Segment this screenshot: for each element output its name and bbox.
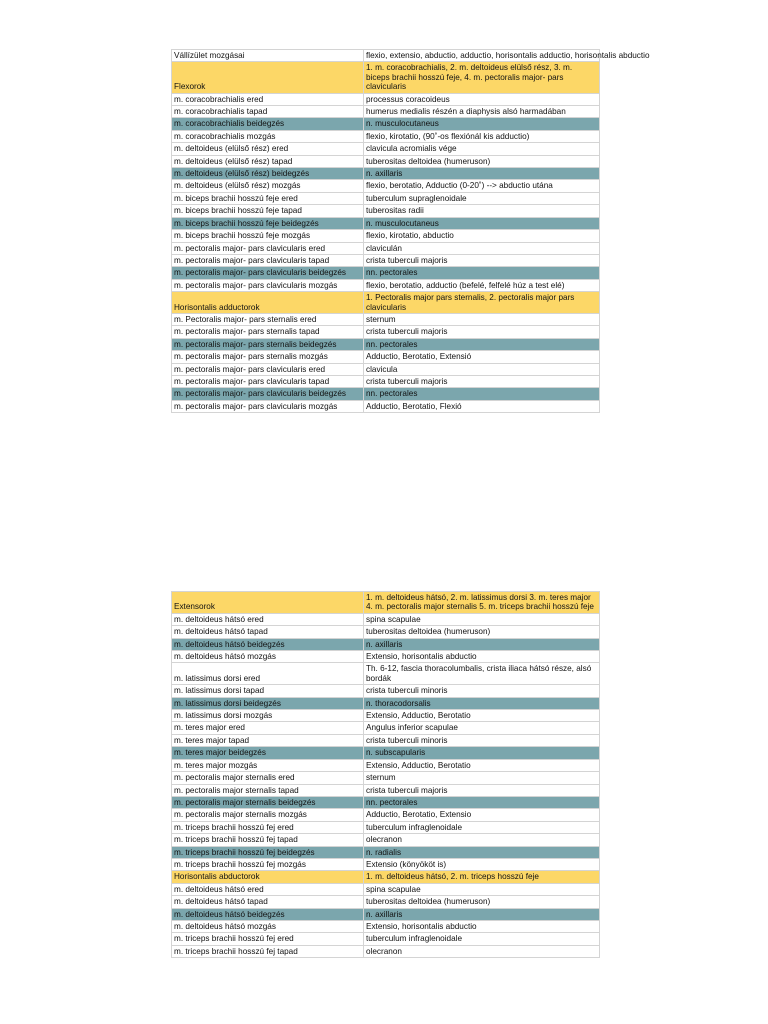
innervation-row bbox=[172, 388, 600, 400]
detail-cell[interactable]: n. thoracodorsalis bbox=[364, 697, 600, 709]
innervation-row bbox=[172, 697, 600, 709]
muscle-cell[interactable]: m. pectoralis major- pars clavicularis tapad bbox=[172, 375, 364, 387]
detail-cell[interactable]: olecranon bbox=[364, 834, 600, 846]
muscle-cell[interactable]: m. latissimus dorsi tapad bbox=[172, 685, 364, 697]
muscle-cell[interactable]: m. deltoideus hátsó mozgás bbox=[172, 651, 364, 663]
muscle-cell[interactable]: m. pectoralis major- pars clavicularis beidegzés bbox=[172, 388, 364, 400]
detail-cell[interactable]: crista tuberculi minoris bbox=[364, 734, 600, 746]
muscle-cell[interactable]: Extensorok bbox=[172, 592, 364, 614]
table-row bbox=[172, 685, 600, 697]
muscle-cell[interactable]: m. latissimus dorsi beidegzés bbox=[172, 697, 364, 709]
detail-cell[interactable]: crista tuberculi minoris bbox=[364, 685, 600, 697]
detail-cell[interactable]: Adductio, Berotatio, Extensió bbox=[364, 351, 600, 363]
muscle-cell[interactable]: m. pectoralis major sternalis beidegzés bbox=[172, 796, 364, 808]
detail-cell[interactable]: tuberositas radii bbox=[364, 205, 600, 217]
table-row bbox=[172, 279, 600, 291]
detail-cell[interactable]: clavicula bbox=[364, 363, 600, 375]
table-row bbox=[172, 50, 600, 62]
muscle-cell[interactable]: m. pectoralis major- pars sternalis tapad bbox=[172, 326, 364, 338]
innervation-row bbox=[172, 267, 600, 279]
muscle-cell[interactable]: m. coracobrachialis ered bbox=[172, 93, 364, 105]
table-row bbox=[172, 351, 600, 363]
detail-cell[interactable]: sternum bbox=[364, 772, 600, 784]
muscle-cell[interactable]: m. latissimus dorsi mozgás bbox=[172, 710, 364, 722]
table-row bbox=[172, 883, 600, 895]
muscle-cell[interactable]: m. coracobrachialis mozgás bbox=[172, 130, 364, 142]
muscle-cell[interactable]: m. teres major beidegzés bbox=[172, 747, 364, 759]
muscle-cell[interactable]: m. triceps brachii hosszú fej ered bbox=[172, 821, 364, 833]
table-row bbox=[172, 734, 600, 746]
group-header-row bbox=[172, 871, 600, 883]
muscle-cell[interactable]: m. pectoralis major- pars clavicularis beidegzés bbox=[172, 267, 364, 279]
muscle-cell[interactable]: m. triceps brachii hosszú fej beidegzés bbox=[172, 846, 364, 858]
innervation-row bbox=[172, 217, 600, 229]
detail-cell[interactable]: 1. m. deltoideus hátsó, 2. m. triceps hosszú feje bbox=[364, 871, 600, 883]
muscle-cell[interactable]: m. pectoralis major sternalis mozgás bbox=[172, 809, 364, 821]
detail-cell[interactable]: tuberculum infraglenoidale bbox=[364, 821, 600, 833]
innervation-row bbox=[172, 747, 600, 759]
group-header-row bbox=[172, 592, 600, 614]
detail-cell[interactable]: Th. 6-12, fascia thoracolumbalis, crista iliaca hátsó része, alsó bordák bbox=[364, 663, 600, 685]
table-row bbox=[172, 180, 600, 192]
detail-cell[interactable]: Extensio, horisontalis abductio bbox=[364, 651, 600, 663]
table-row bbox=[172, 143, 600, 155]
muscle-cell[interactable]: m. teres major mozgás bbox=[172, 759, 364, 771]
table-row bbox=[172, 933, 600, 945]
table-row bbox=[172, 230, 600, 242]
detail-cell[interactable]: nn. pectorales bbox=[364, 388, 600, 400]
shoulder-movements-table bbox=[171, 49, 650, 413]
table-row bbox=[172, 313, 600, 325]
muscle-cell[interactable]: m. biceps brachii hosszú feje mozgás bbox=[172, 230, 364, 242]
muscle-cell[interactable]: m. deltoideus hátsó mozgás bbox=[172, 920, 364, 932]
table-row bbox=[172, 363, 600, 375]
muscle-cell[interactable]: m. deltoideus hátsó beidegzés bbox=[172, 638, 364, 650]
detail-cell[interactable]: tuberositas deltoidea (humeruson) bbox=[364, 896, 600, 908]
detail-cell[interactable]: n. musculocutaneus bbox=[364, 217, 600, 229]
muscle-cell[interactable]: m. deltoideus hátsó ered bbox=[172, 883, 364, 895]
muscle-cell[interactable]: m. triceps brachii hosszú fej tapad bbox=[172, 945, 364, 957]
table-row bbox=[172, 106, 600, 118]
detail-cell[interactable]: Extensio (könyököt is) bbox=[364, 858, 600, 870]
group-header-row bbox=[172, 292, 600, 314]
muscle-cell[interactable]: m. deltoideus (elülső rész) mozgás bbox=[172, 180, 364, 192]
detail-cell[interactable]: Adductio, Berotatio, Extensio bbox=[364, 809, 600, 821]
muscle-cell[interactable]: m. deltoideus hátsó ered bbox=[172, 613, 364, 625]
detail-cell[interactable]: claviculán bbox=[364, 242, 600, 254]
table-row bbox=[172, 858, 600, 870]
table-row bbox=[172, 205, 600, 217]
table-row bbox=[172, 155, 600, 167]
innervation-row bbox=[172, 846, 600, 858]
innervation-row bbox=[172, 908, 600, 920]
detail-cell[interactable]: flexio, kirotatio, abductio bbox=[364, 230, 600, 242]
table-row bbox=[172, 375, 600, 387]
muscle-cell[interactable]: m. pectoralis major sternalis tapad bbox=[172, 784, 364, 796]
muscle-cell[interactable]: m. triceps brachii hosszú fej tapad bbox=[172, 834, 364, 846]
muscle-cell[interactable]: m. pectoralis major- pars clavicularis ered bbox=[172, 363, 364, 375]
detail-cell[interactable]: Extensio, Adductio, Berotatio bbox=[364, 710, 600, 722]
table-row bbox=[172, 663, 600, 685]
detail-cell[interactable]: tuberculum supraglenoidale bbox=[364, 192, 600, 204]
detail-cell[interactable]: nn. pectorales bbox=[364, 796, 600, 808]
table-row bbox=[172, 920, 600, 932]
muscle-cell[interactable]: m. pectoralis major- pars clavicularis mozgás bbox=[172, 400, 364, 412]
detail-cell[interactable]: 1. Pectoralis major pars sternalis, 2. pectoralis major pars clavicularis bbox=[364, 292, 600, 314]
table-row bbox=[172, 130, 600, 142]
detail-cell[interactable]: olecranon bbox=[364, 945, 600, 957]
table-row bbox=[172, 896, 600, 908]
table-row bbox=[172, 326, 600, 338]
muscle-cell[interactable]: m. deltoideus (elülső rész) beidegzés bbox=[172, 168, 364, 180]
table-row bbox=[172, 710, 600, 722]
muscle-cell[interactable]: m. deltoideus hátsó tapad bbox=[172, 626, 364, 638]
detail-cell[interactable]: Adductio, Berotatio, Flexió bbox=[364, 400, 600, 412]
detail-cell[interactable]: tuberositas deltoidea (humeruson) bbox=[364, 626, 600, 638]
detail-cell[interactable]: tuberculum infraglenoidale bbox=[364, 933, 600, 945]
detail-cell[interactable]: n. axillaris bbox=[364, 168, 600, 180]
innervation-row bbox=[172, 638, 600, 650]
table-row bbox=[172, 784, 600, 796]
table-row bbox=[172, 945, 600, 957]
table-row bbox=[172, 834, 600, 846]
innervation-row bbox=[172, 796, 600, 808]
table-row bbox=[172, 651, 600, 663]
muscle-cell[interactable]: m. biceps brachii hosszú feje beidegzés bbox=[172, 217, 364, 229]
detail-cell[interactable]: clavicula acromialis vége bbox=[364, 143, 600, 155]
detail-cell[interactable]: n. subscapularis bbox=[364, 747, 600, 759]
table-row bbox=[172, 613, 600, 625]
extensors-table bbox=[171, 591, 600, 958]
muscle-cell[interactable]: Vállízület mozgásai bbox=[172, 50, 364, 62]
muscle-cell[interactable]: m. pectoralis major sternalis ered bbox=[172, 772, 364, 784]
table-row bbox=[172, 809, 600, 821]
detail-cell[interactable]: nn. pectorales bbox=[364, 338, 600, 350]
detail-cell[interactable]: Extensio, horisontalis abductio bbox=[364, 920, 600, 932]
muscle-cell[interactable]: m. biceps brachii hosszú feje tapad bbox=[172, 205, 364, 217]
detail-cell[interactable]: spina scapulae bbox=[364, 613, 600, 625]
innervation-row bbox=[172, 118, 600, 130]
muscle-cell[interactable]: m. Pectoralis major- pars sternalis ered bbox=[172, 313, 364, 325]
muscle-cell[interactable]: m. pectoralis major- pars clavicularis ered bbox=[172, 242, 364, 254]
detail-cell[interactable]: n. axillaris bbox=[364, 638, 600, 650]
muscle-cell[interactable]: Horisontalis abductorok bbox=[172, 871, 364, 883]
table-row bbox=[172, 821, 600, 833]
muscle-cell[interactable]: m. coracobrachialis tapad bbox=[172, 106, 364, 118]
innervation-row bbox=[172, 168, 600, 180]
detail-cell[interactable]: sternum bbox=[364, 313, 600, 325]
muscle-cell[interactable]: Flexorok bbox=[172, 62, 364, 93]
detail-cell[interactable]: flexio, berotatio, adductio (befelé, felfelé húz a test elé) bbox=[364, 279, 600, 291]
detail-cell[interactable]: crista tuberculi majoris bbox=[364, 784, 600, 796]
detail-cell[interactable]: n. radialis bbox=[364, 846, 600, 858]
table-row bbox=[172, 242, 600, 254]
muscle-cell[interactable]: m. latissimus dorsi ered bbox=[172, 663, 364, 685]
detail-cell[interactable]: tuberositas deltoidea (humeruson) bbox=[364, 155, 600, 167]
muscle-cell[interactable]: m. biceps brachii hosszú feje ered bbox=[172, 192, 364, 204]
table-row bbox=[172, 254, 600, 266]
table-row bbox=[172, 772, 600, 784]
muscle-cell[interactable]: m. deltoideus (elülső rész) tapad bbox=[172, 155, 364, 167]
detail-cell[interactable]: spina scapulae bbox=[364, 883, 600, 895]
detail-cell[interactable]: 1. m. deltoideus hátsó, 2. m. latissimus dorsi 3. m. teres major 4. m. pectoralis major sternalis 5. m. triceps brachii hosszú feje bbox=[364, 592, 600, 614]
detail-cell[interactable]: Extensio, Adductio, Berotatio bbox=[364, 759, 600, 771]
muscle-cell[interactable]: m. deltoideus (elülső rész) ered bbox=[172, 143, 364, 155]
muscle-cell[interactable]: m. deltoideus hátsó beidegzés bbox=[172, 908, 364, 920]
detail-cell[interactable]: crista tuberculi majoris bbox=[364, 326, 600, 338]
table-row bbox=[172, 192, 600, 204]
detail-cell[interactable]: flexio, berotatio, Adductio (0-20˚) --> abductio utána bbox=[364, 180, 600, 192]
muscle-cell[interactable]: m. pectoralis major- pars clavicularis mozgás bbox=[172, 279, 364, 291]
muscle-cell[interactable]: m. pectoralis major- pars sternalis mozgás bbox=[172, 351, 364, 363]
muscle-cell[interactable]: m. pectoralis major- pars sternalis beidegzés bbox=[172, 338, 364, 350]
detail-cell[interactable]: nn. pectorales bbox=[364, 267, 600, 279]
table-row bbox=[172, 400, 600, 412]
detail-cell[interactable]: crista tuberculi majoris bbox=[364, 375, 600, 387]
muscle-cell[interactable]: m. teres major ered bbox=[172, 722, 364, 734]
innervation-row bbox=[172, 338, 600, 350]
table-row bbox=[172, 93, 600, 105]
muscle-cell[interactable]: m. deltoideus hátsó tapad bbox=[172, 896, 364, 908]
detail-cell[interactable]: n. musculocutaneus bbox=[364, 118, 600, 130]
detail-cell[interactable]: 1. m. coracobrachialis, 2. m. deltoideus elülső rész, 3. m. biceps brachii hosszú feje, 4. m. pectoralis major- pars clavicularis bbox=[364, 62, 600, 93]
muscle-cell[interactable]: m. triceps brachii hosszú fej mozgás bbox=[172, 858, 364, 870]
detail-cell[interactable]: n. axillaris bbox=[364, 908, 600, 920]
group-header-row bbox=[172, 62, 600, 93]
detail-cell[interactable]: Angulus inferior scapulae bbox=[364, 722, 600, 734]
detail-cell[interactable]: flexio, kirotatio, (90˚-os flexiónál kis adductio) bbox=[364, 130, 600, 142]
table-row bbox=[172, 626, 600, 638]
table-row bbox=[172, 759, 600, 771]
muscle-cell[interactable]: m. teres major tapad bbox=[172, 734, 364, 746]
detail-cell[interactable]: humerus medialis részén a diaphysis alsó harmadában bbox=[364, 106, 600, 118]
muscle-cell[interactable]: Horisontalis adductorok bbox=[172, 292, 364, 314]
muscle-cell[interactable]: m. pectoralis major- pars clavicularis tapad bbox=[172, 254, 364, 266]
table-row bbox=[172, 722, 600, 734]
detail-cell[interactable]: crista tuberculi majoris bbox=[364, 254, 600, 266]
detail-cell[interactable]: flexio, extensio, abductio, adductio, horisontalis adductio, horisontalis abductio bbox=[364, 50, 600, 62]
muscle-cell[interactable]: m. coracobrachialis beidegzés bbox=[172, 118, 364, 130]
muscle-cell[interactable]: m. triceps brachii hosszú fej ered bbox=[172, 933, 364, 945]
detail-cell[interactable]: processus coracoideus bbox=[364, 93, 600, 105]
